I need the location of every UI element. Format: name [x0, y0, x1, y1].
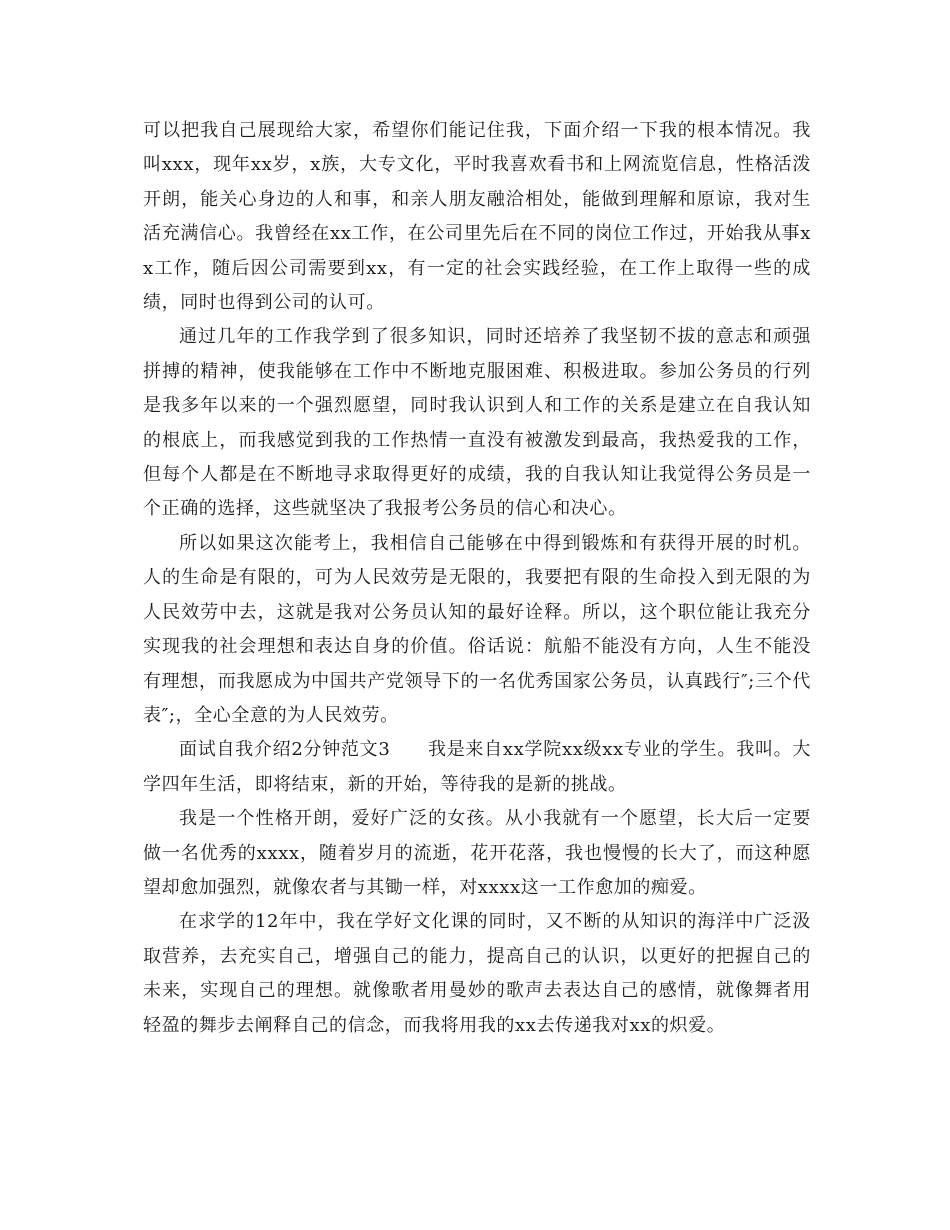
document-body: [143, 114, 811, 1043]
paragraph-6: 在求学的12年中，我在学好文化课的同时，又不断的从知识的海洋中广泛汲取营养，去充实自己，增强自己的能力，提高自己的认识，以更好的把握自己的未来，实现自己的理想。就像歌者用曼妙的歌声去表达自己的感情，就像舞者用轻盈的舞步去阐释自己的信念，而我将用我的xx去传递我对xx的炽爱。: [143, 911, 811, 1036]
paragraph-2: 通过几年的工作我学到了很多知识，同时还培养了我坚韧不拔的意志和顽强拼搏的精神，使我能够在工作中不断地克服困难、积极进取。参加公务员的行列是我多年以来的一个强烈愿望，同时我认识到人和工作的关系是建立在自我认知的根底上，而我感觉到我的工作热情一直没有被激发到最高，我热爱我的工作，但每个人都是在不断地寻求取得更好的成绩，我的自我认知让我觉得公务员是一个正确的选择，这些就坚决了我报考公务员的信心和决心。: [143, 326, 811, 520]
paragraph-4: 面试自我介绍2分钟范文3 我是来自xx学院xx级xx专业的学生。我叫。大学四年生活，即将结束，新的开始，等待我的是新的挑战。: [143, 739, 811, 795]
paragraph-3: 所以如果这次能考上，我相信自己能够在中得到锻炼和有获得开展的时机。人的生命是有限的，可为人民效劳是无限的，我要把有限的生命投入到无限的为人民效劳中去，这就是我对公务员认知的最好诠释。所以，这个职位能让我充分实现我的社会理想和表达自身的价值。俗话说：航船不能没有方向，人生不能没有理想，而我愿成为中国共产党领导下的一名优秀国家公务员，认真践行″;三个代表″;，全心全意的为人民效劳。: [143, 532, 811, 726]
paragraph-1: 可以把我自己展现给大家，希望你们能记住我，下面介绍一下我的根本情况。我叫xxx，现年xx岁，x族，大专文化，平时我喜欢看书和上网流览信息，性格活泼开朗，能关心身边的人和事，和亲人朋友融洽相处，能做到理解和原谅，我对生活充满信心。我曾经在xx工作，在公司里先后在不同的岗位工作过，开始我从事xx工作，随后因公司需要到xx，有一定的社会实践经验，在工作上取得一些的成绩，同时也得到公司的认可。: [143, 120, 811, 314]
paragraph-5: 我是一个性格开朗，爱好广泛的女孩。从小我就有一个愿望，长大后一定要做一名优秀的xxxx，随着岁月的流逝，花开花落，我也慢慢的长大了，而这种愿望却愈加强烈，就像农者与其锄一样，对xxxx这一工作愈加的痴爱。: [143, 808, 811, 898]
